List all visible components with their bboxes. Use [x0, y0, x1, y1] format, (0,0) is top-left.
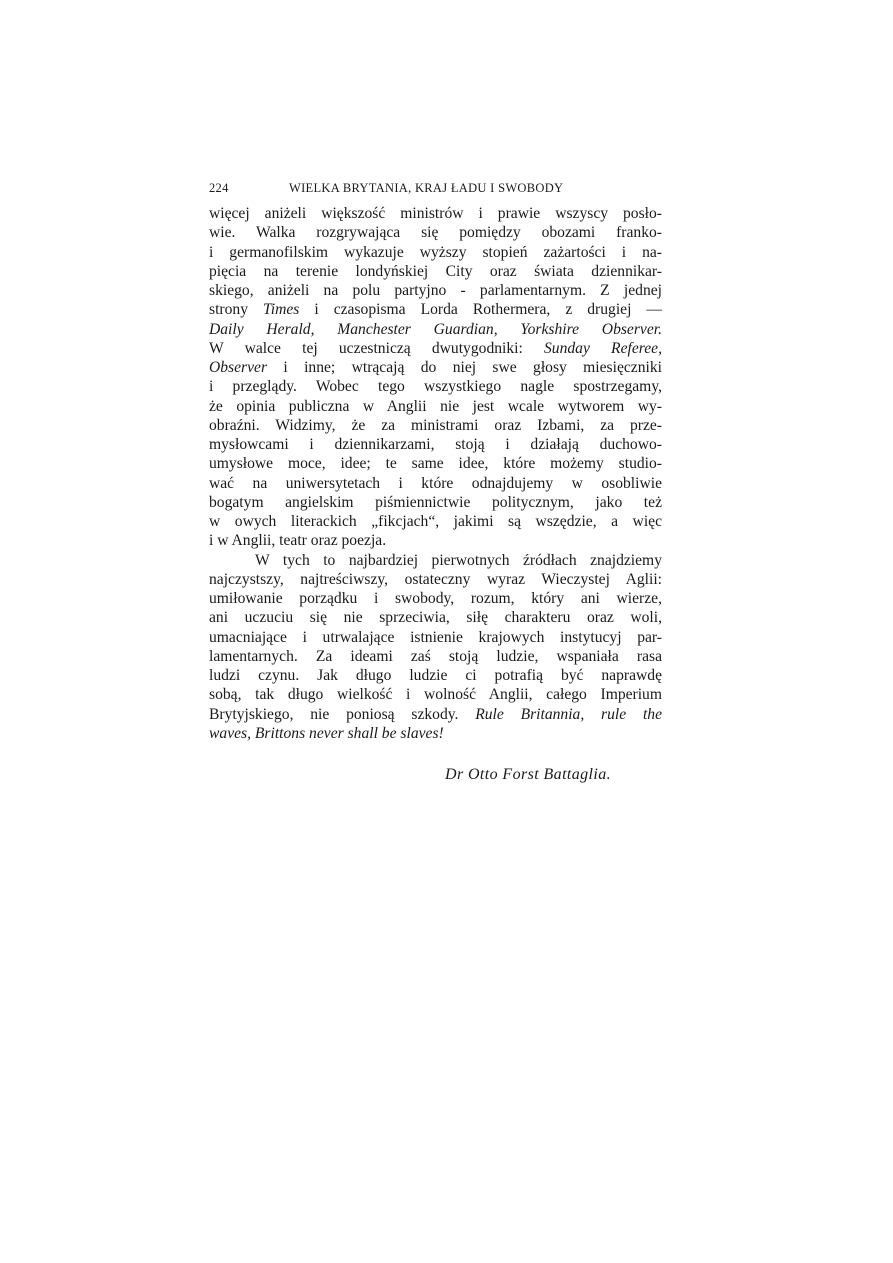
text-line: [209, 223, 662, 242]
text-line: [209, 666, 662, 685]
text-line: [209, 512, 662, 531]
text-line: [209, 551, 662, 570]
text-segment: wać na uniwersytetach i które odnajdujemy w osobliwie: [209, 474, 662, 492]
paragraph: [209, 204, 662, 551]
text-line: [209, 281, 662, 300]
text-segment: więcej aniżeli większość ministrów i prawie wszyscy posło-: [209, 205, 662, 222]
text-line: [209, 204, 662, 223]
text-segment: wie. Walka rozgrywająca się pomiędzy obozami franko-: [209, 224, 662, 242]
italic-text: Rule Britannia, rule the: [475, 705, 662, 723]
text-segment: i inne; wtrącają do niej swe głosy miesięczniki: [267, 359, 662, 376]
text-line: [209, 608, 662, 627]
text-segment: sobą, tak długo wielkość i wolność Anglii, całego Imperium: [209, 686, 662, 704]
text-line: [209, 685, 662, 704]
text-line: [209, 262, 662, 281]
text-segment: ludzi czynu. Jak długo ludzie ci potrafią być naprawdę: [209, 667, 662, 684]
text-segment: i czasopisma Lorda Rothermera, z drugiej —: [299, 301, 662, 319]
text-segment: i w Anglii, teatr oraz poezja.: [209, 532, 387, 550]
text-segment: umacniające i utrwalające istnienie krajowych instytucyj par-: [209, 628, 662, 646]
text-line: [209, 339, 662, 358]
text-line: [209, 570, 662, 589]
running-title: WIELKA BRYTANIA, KRAJ ŁADU I SWOBODY: [289, 181, 564, 195]
text-segment: strony: [209, 301, 263, 319]
italic-text: waves, Brittons never shall be slaves!: [209, 724, 444, 742]
text-line: [209, 589, 662, 608]
text-segment: pięcia na terenie londyńskiej City oraz świata dziennikar-: [209, 262, 662, 280]
text-line: [209, 705, 662, 724]
italic-text: Sunday Referee,: [543, 339, 662, 357]
text-line: [209, 416, 662, 435]
italic-text: Daily Herald, Manchester Guardian, Yorkshire Observer.: [209, 320, 662, 338]
text-line: [209, 474, 662, 493]
text-segment: i germanofilskim wykazuje wyższy stopień zażartości i na-: [209, 243, 662, 261]
text-segment: skiego, aniżeli na polu partyjno - parlamentarnym. Z jednej: [209, 282, 662, 299]
text-segment: umiłowanie porządku i swobody, rozum, który ani wierze,: [209, 590, 662, 607]
text-line: [209, 454, 662, 473]
italic-text: Times: [262, 301, 300, 319]
author-signature: Dr Otto Forst Battaglia.: [445, 766, 612, 783]
text-line: [209, 724, 662, 743]
running-header: [209, 181, 662, 201]
text-segment: mysłowcami i dziennikarzami, stoją i działają duchowo-: [209, 436, 662, 453]
text-line: [209, 493, 662, 512]
text-line: [209, 647, 662, 666]
text-segment: W walce tej uczestniczą dwutygodniki:: [209, 339, 544, 357]
text-line: [209, 397, 662, 416]
text-segment: ani uczuciu się nie sprzeciwia, siłę charakteru oraz woli,: [209, 609, 662, 627]
text-line: [209, 358, 662, 377]
text-segment: W tych to najbardziej pierwotnych źródłach znajdziemy: [255, 551, 662, 569]
text-line: [209, 628, 662, 647]
text-segment: bogatym angielskim piśmiennictwie politycznym, jako też: [209, 493, 662, 511]
text-segment: najczystszy, najtreściwszy, ostateczny wyraz Wieczystej Aglii:: [209, 570, 662, 588]
italic-text: Observer: [209, 359, 268, 376]
text-line: [209, 243, 662, 262]
page-number: 224: [209, 181, 229, 195]
text-segment: Brytyjskiego, nie poniosą szkody.: [209, 705, 476, 723]
text-segment: obraźni. Widzimy, że za ministrami oraz Izbami, za prze-: [209, 416, 662, 434]
paragraph: [209, 551, 662, 744]
text-line: [209, 435, 662, 454]
text-segment: lamentarnych. Za ideami zaś stoją ludzie, wspaniała rasa: [209, 647, 662, 665]
body-text: [209, 204, 662, 743]
text-line: [209, 300, 662, 319]
text-line: [209, 320, 662, 339]
text-segment: że opinia publiczna w Anglii nie jest wcale wytworem wy-: [209, 397, 662, 415]
text-line: [209, 531, 662, 550]
text-line: [209, 377, 662, 396]
text-segment: umysłowe moce, idee; te same idee, które możemy studio-: [209, 455, 662, 473]
text-segment: i przeglądy. Wobec tego wszystkiego nagle spostrzegamy,: [209, 378, 662, 396]
text-segment: w owych literackich „fikcjach“, jakimi są wszędzie, a więc: [209, 513, 662, 530]
